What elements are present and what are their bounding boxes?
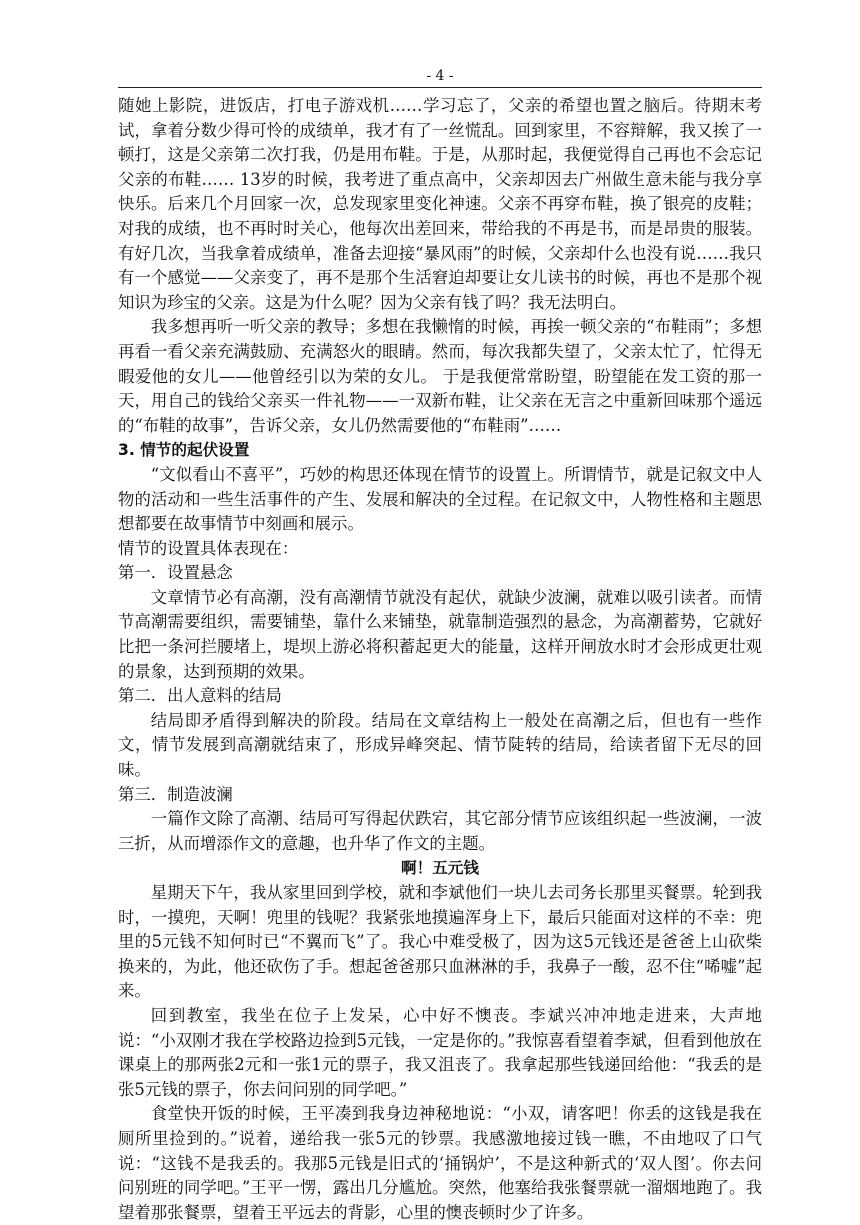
section-heading: 3. 情节的起伏设置 <box>118 441 250 460</box>
story-paragraph: 星期天下午，我从家里回到学校，就和李斌他们一块儿去司务长那里买餐票。轮到我时，一摸兜，天啊！兜里的钱呢？我紧张地摸遍浑身上下，最后只能面对这样的不幸：兜里的5元钱不知何时已“不翼而飞”了。我心中难受极了，因为这5元钱还是爸爸上山砍柴换来的，为此，他还砍伤了手。想起爸爸那只血淋淋的手，我鼻子一酸，忍不住“唏嘘”起来。 <box>118 883 762 1001</box>
subheading: 第二．出人意料的结局 <box>118 686 282 706</box>
header-rule <box>118 87 762 88</box>
document-body <box>118 94 762 1225</box>
story-title: 啊！五元钱 <box>401 859 479 878</box>
paragraph: 一篇作文除了高潮、结局可写得起伏跌宕，其它部分情节应该组织起一些波澜，一波三折，从而增添作文的意趣，也升华了作文的主题。 <box>118 809 762 853</box>
paragraph-lead: 情节的设置具体表现在： <box>118 538 299 558</box>
page-number: - 4 - <box>426 68 454 84</box>
subheading: 第三．制造波澜 <box>118 784 233 804</box>
paragraph: 结局即矛盾得到解决的阶段。结局在文章结构上一般处在高潮之后，但也有一些作文，情节发展到高潮就结束了，形成异峰突起、情节陡转的结局，给读者留下无尽的回味。 <box>118 710 762 780</box>
story-paragraph: 回到教室，我坐在位子上发呆，心中好不懊丧。李斌兴冲冲地走进来，大声地说：“小双刚才我在学校路边捡到5元钱，一定是你的。”我惊喜看望着李斌，但看到他放在课桌上的那两张2元和一张1元的票子，我又沮丧了。我拿起那些钱递回给他：“我丢的是张5元钱的票子，你去问问别的同学吧。” <box>118 1005 762 1099</box>
paragraph: 我多想再听一听父亲的教导；多想在我懒惰的时候，再挨一顿父亲的“布鞋雨”；多想再看一看父亲充满鼓励、充满怒火的眼睛。然而，每次我都失望了，父亲太忙了，忙得无暇爱他的女儿——他曾经引以为荣的女儿。 于是我便常常盼望，盼望能在发工资的那一天，用自己的钱给父亲买一件礼物——一双新布鞋，让父亲在无言之中重新回味那个遥远的“布鞋的故事”，告诉父亲，女儿仍然需要他的“布鞋雨”…… <box>118 317 762 435</box>
paragraph-continuation: 随她上影院，进饭店，打电子游戏机……学习忘了，父亲的希望也置之脑后。待期末考试，拿着分数少得可怜的成绩单，我才有了一丝慌乱。回到家里，不容辩解，我又挨了一顿打，这是父亲第二次打我，仍是用布鞋。于是，从那时起，我便觉得自己再也不会忘记父亲的布鞋…… 13岁的时候，我考进了重点高中，父亲却因去广州做生意未能与我分享快乐。后来几个月回家一次，总发现家里变化神速。父亲不再穿布鞋，换了银亮的皮鞋；对我的成绩，也不再时时关心，他每次出差回来，带给我的不再是书，而是昂贵的服装。有好几次，当我拿着成绩单，准备去迎接“暴风雨”的时候，父亲却什么也没有说……我只有一个感觉——父亲变了，再不是那个生活窘迫却要让女儿读书的时候，再也不是那个视知识为珍宝的父亲。这是为什么呢？因为父亲有钱了吗？我无法明白。 <box>118 96 762 312</box>
paragraph: “文似看山不喜平”，巧妙的构思还体现在情节的设置上。所谓情节，就是记叙文中人物的活动和一些生活事件的产生、发展和解决的全过程。在记叙文中，人物性格和主题思想都要在故事情节中刻画和展示。 <box>118 464 762 534</box>
subheading: 第一．设置悬念 <box>118 563 233 583</box>
story-paragraph: 食堂快开饭的时候，王平凑到我身边神秘地说：“小双，请客吧！你丢的这钱是我在厕所里捡到的。”说着，递给我一张5元的钞票。我感激地接过钱一瞧，不由地叹了口气说：“这钱不是我丢的。我那5元钱是旧式的‘捅锅炉’，不是这种新式的‘双人图’。你去问问别班的同学吧。”王平一愣，露出几分尴尬。突然，他塞给我张餐票就一溜烟地跑了。我望着那张餐票，望着王平远去的背影，心里的懊丧顿时少了许多。 <box>118 1104 762 1222</box>
paragraph: 文章情节必有高潮，没有高潮情节就没有起伏，就缺少波澜，就难以吸引读者。而情节高潮需要组织，需要铺垫，靠什么来铺垫，就靠制造强烈的悬念，为高潮蓄势，它就好比把一条河拦腰堵上，堤坝上游必将积蓄起更大的能量，这样开闸放水时才会形成更壮观的景象，达到预期的效果。 <box>118 587 762 681</box>
